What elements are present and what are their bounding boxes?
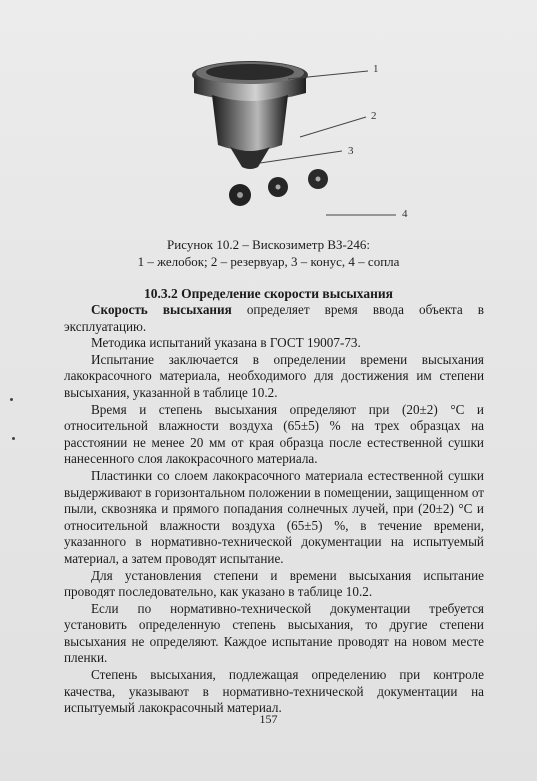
paragraph: Методика испытаний указана в ГОСТ 19007-73.: [91, 335, 361, 351]
figure-caption-legend: 1 – желобок; 2 – резервуар, 3 – конус, 4 – сопла: [137, 254, 400, 269]
viscometer-figure: [160, 45, 430, 230]
scan-speck: [10, 398, 13, 401]
body-text: [64, 302, 484, 717]
callout-4: 4: [402, 208, 408, 220]
viscometer-photo-icon: [160, 45, 430, 230]
paragraph-text: определяет время ввода объекта в эксплуатацию.: [64, 302, 485, 334]
callout-1: 1: [373, 63, 379, 75]
callout-2: 2: [371, 110, 377, 122]
page-number: 157: [259, 712, 278, 726]
paragraph: Время и степень высыхания определяют при (20±2) °С и относительной влажности воздуха (65±5) % на трех образцах на расстоянии не менее 20 мм от края образца после естественной сушки нанесенного слоя лакокрасочного материала.: [64, 401, 484, 467]
section-heading: 10.3.2 Определение скорости высыхания: [144, 286, 393, 301]
paragraph: [64, 302, 484, 335]
figure-caption-title: Рисунок 10.2 – Вискозиметр ВЗ-246:: [167, 237, 370, 252]
paragraph: Если по нормативно-технической документации требуется установить определенную степень высыхания, то другие степени высыхания не определяют. Каждое испытание проводят на новом месте пленки.: [64, 600, 484, 666]
paragraph: Пластинки со слоем лакокрасочного материала естественной сушки выдерживают в горизонтальном положении в помещении, защищенном от пыли, сквозняка и прямого попадания солнечных лучей, при (20±2) °С и относительной влажности воздуха (65±5) %, в течение времени, указанного в нормативно-технической документации на испытуемый материал, а затем проводят испытание.: [64, 467, 484, 566]
paragraph: Для установления степени и времени высыхания испытание проводят последовательно, как указано в таблице 10.2.: [64, 567, 484, 600]
scan-speck: [12, 437, 15, 440]
callout-3: 3: [348, 145, 354, 157]
paragraph-lead: Скорость высыхания: [91, 302, 232, 317]
paragraph: Испытание заключается в определении времени высыхания лакокрасочного материала, необходимого для достижения им степени высыхания, указанной в таблице 10.2.: [64, 351, 484, 400]
paragraph: Степень высыхания, подлежащая определению при контроле качества, указывают в нормативно-технической документации на испытуемый лакокрасочный материал.: [64, 667, 484, 716]
